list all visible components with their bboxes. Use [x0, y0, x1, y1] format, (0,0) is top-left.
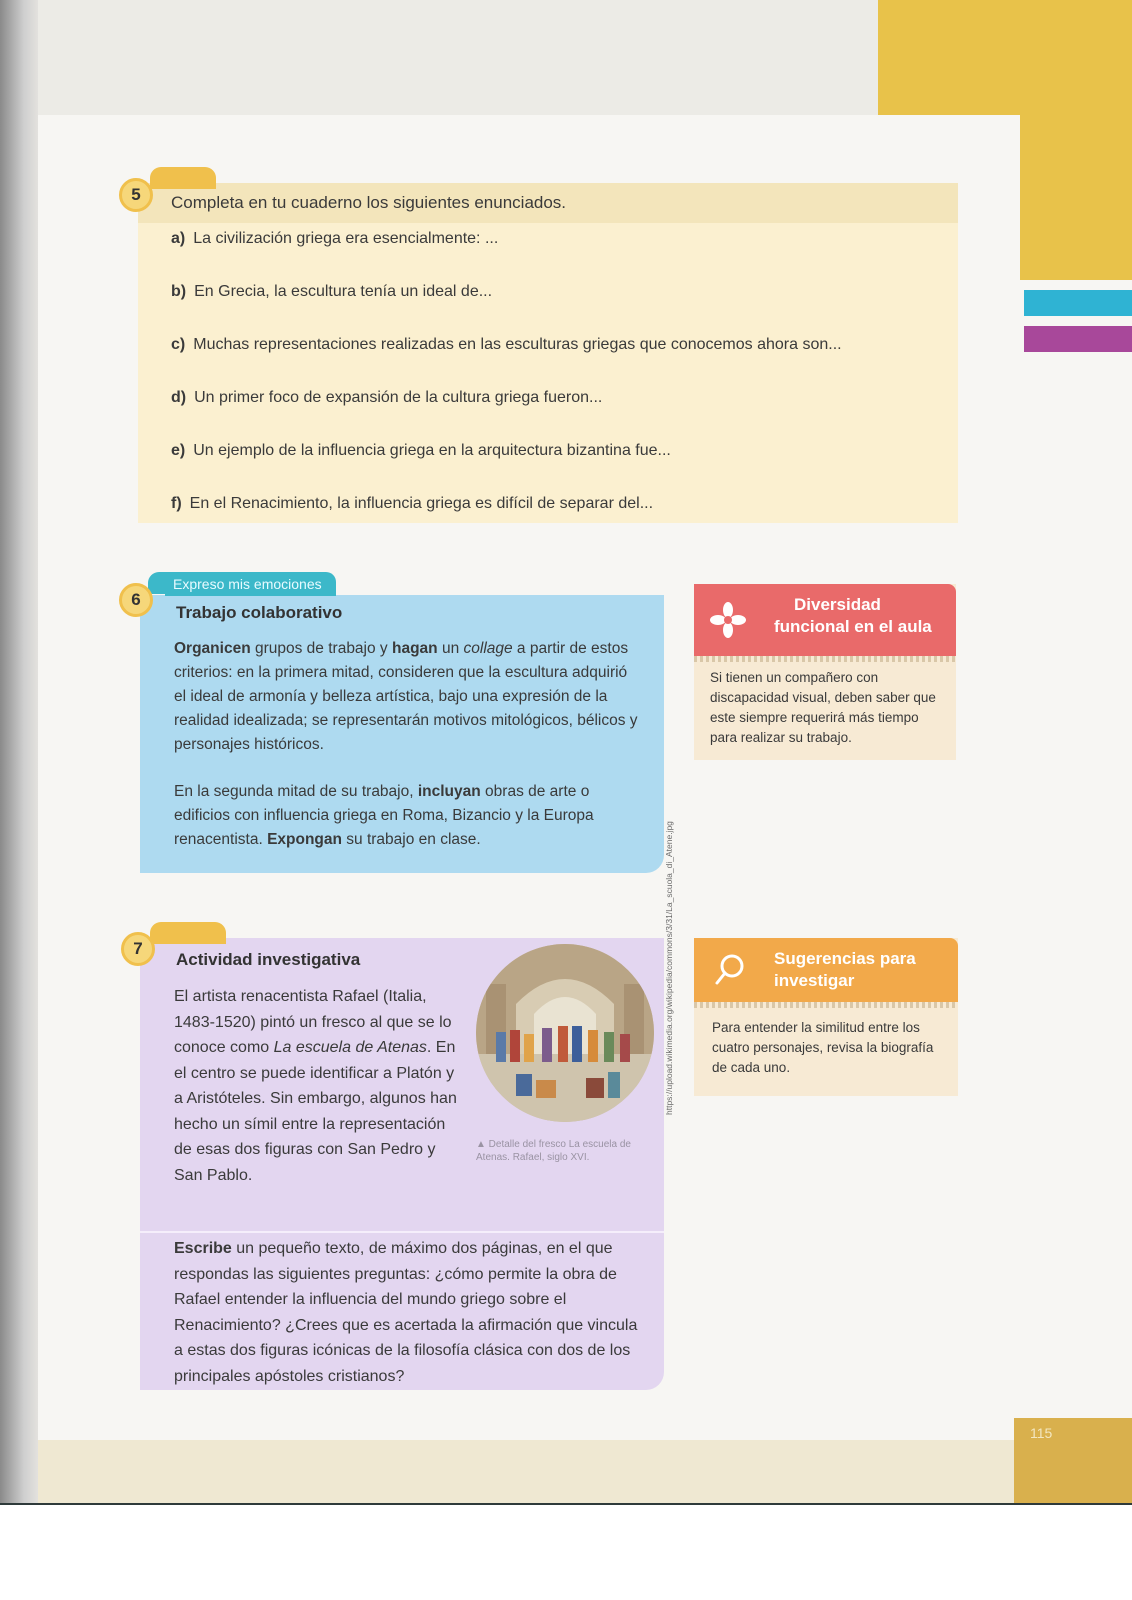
page-bottom-margin — [0, 1505, 1132, 1600]
school-of-athens-fresco-image — [476, 944, 654, 1122]
activity-7-title: Actividad investigativa — [176, 950, 361, 969]
item-letter: d) — [171, 389, 187, 406]
yellow-side-tab — [1020, 115, 1132, 280]
italic-title: La escuela de Atenas — [273, 1039, 427, 1056]
activity-7-number: 7 — [121, 932, 155, 966]
yellow-corner-tab — [878, 0, 1132, 115]
image-credit-url: https://upload.wikimedia.org/wikipedia/commons/3/31/La_scuola_di_Atene.jpg — [664, 821, 674, 1115]
page-number: 115 — [1030, 1425, 1053, 1441]
text-run: obras de arte o edificios con influencia griega en Roma, Bizancio y la Europa renacentista. — [174, 783, 594, 848]
diversity-header — [694, 584, 956, 656]
item-text: Un ejemplo de la influencia griega en la arquitectura bizantina fue... — [193, 442, 671, 459]
text-run: grupos de trabajo y — [250, 640, 392, 657]
text-run: En la segunda mitad de su trabajo, — [174, 783, 418, 800]
zigzag-divider — [694, 1002, 958, 1008]
activity-6-paragraph-1 — [174, 637, 638, 757]
text-run: su trabajo en clase. — [341, 831, 481, 848]
suggestions-header — [694, 938, 958, 1002]
activity-7-tab — [150, 922, 226, 944]
italic-term: collage — [463, 640, 513, 657]
activity-7-paragraph-1 — [174, 984, 460, 1188]
diversity-text: Si tienen un compañero con discapacidad visual, deben saber que este siempre requerirá más tiempo para realizar su trabajo. — [710, 670, 936, 745]
suggestions-title-line-2: investigar — [774, 971, 855, 990]
list-item — [171, 336, 842, 354]
bottom-band — [38, 1440, 1014, 1505]
flower-icon — [708, 600, 748, 640]
list-item — [171, 442, 671, 460]
item-text: En el Renacimiento, la influencia griega es difícil de separar del... — [189, 495, 654, 512]
item-letter: a) — [171, 230, 186, 247]
fresco-caption: ▲ Detalle del fresco La escuela de Atenas. Rafael, siglo XVI. — [476, 1139, 631, 1163]
text-run: a partir de estos criterios: en la primera mitad, consideren que la escultura adquirió el ideal de armonía y belleza artística, bajo una expresión de la realidad idealizada; se representarán motivos mitológicos, bélicos y personajes históricos. — [174, 640, 638, 753]
diversity-title — [774, 594, 954, 638]
magenta-edge-strip — [1024, 326, 1132, 352]
bold-verb: incluyan — [417, 783, 481, 800]
item-letter: f) — [171, 495, 182, 512]
bold-verb: Organicen — [174, 640, 251, 657]
divider — [140, 1231, 664, 1233]
activity-5-number: 5 — [119, 178, 153, 212]
item-text: En Grecia, la escultura tenía un ideal de... — [194, 283, 493, 300]
activity-5-tab — [150, 167, 216, 189]
text-run: un pequeño texto, de máximo dos páginas, en el que respondas las siguientes preguntas: ¿cómo permite la obra de Rafael entender la influencia del mundo griego sobre el Renacimiento? ¿Crees que es acertada la afirmación que vincula a estas dos figuras icónicas de la filosofía clásica con dos de los principales apóstoles cristianos? — [174, 1240, 638, 1385]
book-spine-shadow — [0, 0, 40, 1505]
diversity-title-line-1: Diversidad — [794, 595, 881, 614]
bold-verb: Escribe — [174, 1240, 232, 1257]
emotions-label: Expreso mis emociones — [165, 572, 336, 596]
item-letter: c) — [171, 336, 186, 353]
item-text: Muchas representaciones realizadas en las esculturas griegas que conocemos ahora son... — [193, 336, 842, 353]
page-top-band — [38, 0, 878, 115]
text-run: El artista renacentista Rafael (Italia, 1483-1520) pintó un fresco al que se lo conoce como — [174, 988, 452, 1056]
item-letter: b) — [171, 283, 187, 300]
list-item — [171, 495, 653, 513]
item-text: Un primer foco de expansión de la cultura griega fueron... — [194, 389, 603, 406]
list-item — [171, 230, 498, 248]
text-run: un — [437, 640, 464, 657]
activity-6-number: 6 — [119, 583, 153, 617]
item-text: La civilización griega era esencialmente: ... — [193, 230, 499, 247]
suggestions-title — [774, 948, 954, 992]
activity-6-title: Trabajo colaborativo — [176, 603, 343, 622]
activity-5-instruction: Completa en tu cuaderno los siguientes enunciados. — [171, 193, 567, 212]
list-item — [171, 389, 602, 407]
suggestions-title-line-1: Sugerencias para — [774, 949, 916, 968]
activity-7-paragraph-2 — [174, 1236, 648, 1389]
zigzag-divider — [694, 656, 956, 662]
bold-verb: hagan — [391, 640, 438, 657]
suggestions-text: Para entender la similitud entre los cuatro personajes, revisa la biografía de cada uno. — [712, 1020, 934, 1075]
text-run: . En el centro se puede identificar a Platón y a Aristóteles. Sin embargo, algunos han hecho un símil entre la representación de esas dos figuras con San Pedro y San Pablo. — [174, 1039, 457, 1184]
activity-6-paragraph-2 — [174, 780, 638, 852]
item-letter: e) — [171, 442, 186, 459]
list-item — [171, 283, 492, 301]
magnifier-icon — [710, 950, 750, 990]
activity-6-box — [140, 595, 664, 873]
diversity-title-line-2: funcional en el aula — [774, 617, 932, 636]
cyan-edge-strip — [1024, 290, 1132, 316]
bold-verb: Expongan — [267, 831, 342, 848]
